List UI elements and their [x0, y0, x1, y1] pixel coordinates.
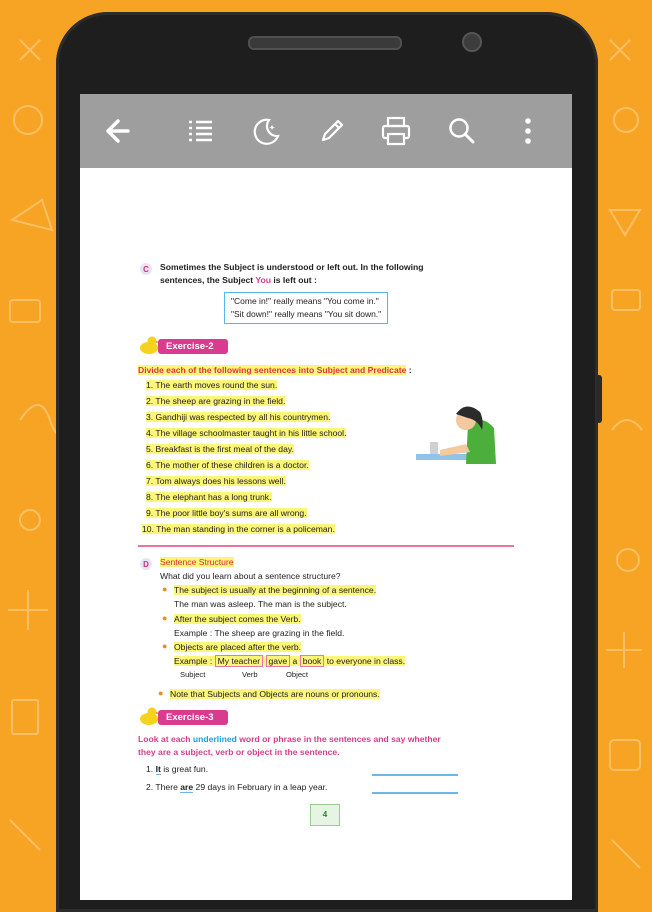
question-1-number: 1. — [146, 764, 156, 774]
exercise-2-instruction-text: Divide each of the following sentences into Subject and Predicate — [138, 365, 407, 375]
bullet-3-line1: Objects are placed after the verb. — [174, 642, 302, 652]
label-subject: Subject — [180, 670, 206, 679]
exercise-2-item: 2. The sheep are grazing in the field. — [146, 396, 286, 406]
exercise-2-item: 8. The elephant has a long trunk. — [146, 492, 272, 502]
section-d-question: What did you learn about a sentence structure? — [160, 571, 341, 581]
exercise-3-instr-underlined: underlined — [192, 734, 237, 744]
phone-camera — [462, 32, 482, 52]
page-number-badge: 4 — [310, 804, 340, 826]
example-object: book — [300, 655, 325, 667]
bullet-1-line1: The subject is usually at the beginning of a sentence. — [174, 585, 377, 595]
question-1-rest: is great fun. — [160, 764, 209, 774]
bullet-icon: ● — [162, 613, 168, 623]
exercise-3-instruction-2: they are a subject, verb or object in the sentence. — [138, 747, 340, 757]
duck-mascot-icon — [138, 335, 160, 355]
section-d-title: Sentence Structure — [160, 557, 234, 567]
exercise-2-item: 1. The earth moves round the sun. — [146, 380, 278, 390]
exercise-2-item: 7. Tom always does his lessons well. — [146, 476, 286, 486]
exercise-2-instruction-tail: : — [406, 365, 412, 375]
section-c-line2-text: sentences, the Subject — [160, 275, 256, 285]
exercise-3-question-1 — [146, 764, 208, 774]
section-d-marker: D — [140, 558, 152, 570]
question-1-underlined: It — [155, 764, 161, 774]
exercise-2-item: 3. Gandhiji was respected by all his countrymen. — [146, 412, 331, 422]
subject-you: You — [255, 275, 271, 285]
bullet-1-line2: The man was asleep. The man is the subject. — [174, 599, 347, 609]
section-c-marker: C — [140, 263, 152, 275]
exercise-2-item: 5. Breakfast is the first meal of the day. — [146, 444, 294, 454]
night-mode-icon[interactable] — [242, 107, 290, 155]
back-arrow-icon[interactable] — [94, 107, 142, 155]
exercise-2-item: 4. The village schoolmaster taught in his little school. — [146, 428, 347, 438]
example-line-2: "Sit down!" really means "You sit down." — [231, 309, 382, 319]
question-2-rest: 29 days in February in a leap year. — [193, 782, 328, 792]
bullet-icon: ● — [158, 688, 164, 698]
exercise-3-badge: Exercise-3 — [158, 710, 228, 725]
exercise-3-question-2 — [146, 782, 327, 792]
studying-girl-illustration — [416, 404, 502, 470]
print-icon[interactable] — [372, 107, 420, 155]
phone-side-button — [597, 375, 602, 423]
exercise-2-badge: Exercise-2 — [158, 339, 228, 354]
exercise-2-instruction — [138, 365, 412, 375]
document-page — [80, 168, 572, 900]
question-2-underlined: are — [180, 782, 194, 792]
bullet-4: Note that Subjects and Objects are nouns or pronouns. — [170, 689, 380, 699]
more-vert-icon[interactable] — [504, 107, 552, 155]
app-screen — [80, 94, 572, 900]
exercise-3-instr-pre: Look at each — [138, 734, 193, 744]
pencil-icon[interactable] — [308, 107, 356, 155]
example-tail: to everyone in class. — [326, 656, 406, 666]
section-divider — [138, 545, 514, 547]
reader-toolbar — [80, 94, 572, 168]
example-article: a — [292, 656, 298, 666]
question-2-pre: 2. There — [146, 782, 181, 792]
exercise-2-item: 6. The mother of these children is a doctor. — [146, 460, 309, 470]
bullet-icon: ● — [162, 641, 168, 651]
bullet-3-example — [174, 656, 405, 666]
bullet-2-line1: After the subject comes the Verb. — [174, 614, 301, 624]
search-icon[interactable] — [438, 107, 486, 155]
phone-speaker — [248, 36, 402, 50]
section-c-line2 — [160, 275, 317, 285]
label-verb: Verb — [242, 670, 258, 679]
bullet-icon: ● — [162, 584, 168, 594]
example-subject: My teacher — [215, 655, 264, 667]
duck-mascot-icon — [138, 706, 160, 726]
answer-line-2[interactable] — [372, 792, 458, 794]
exercise-2-item: 9. The poor little boy's sums are all wrong. — [146, 508, 307, 518]
example-line-1: "Come in!" really means "You come in." — [231, 296, 379, 306]
example-label: Example : — [174, 656, 215, 666]
example-verb: gave — [266, 655, 291, 667]
example-box — [224, 292, 388, 324]
list-icon[interactable] — [176, 107, 224, 155]
label-object: Object — [286, 670, 308, 679]
exercise-3-instruction-1 — [138, 734, 441, 744]
section-c-line2-tail: is left out : — [270, 275, 317, 285]
exercise-3-instr-post: word or phrase in the sentences and say whether — [236, 734, 441, 744]
answer-line-1[interactable] — [372, 774, 458, 776]
exercise-2-item: 10. The man standing in the corner is a policeman. — [142, 524, 335, 534]
section-c-line1: Sometimes the Subject is understood or left out. In the following — [160, 262, 424, 272]
bullet-2-line2: Example : The sheep are grazing in the field. — [174, 628, 345, 638]
